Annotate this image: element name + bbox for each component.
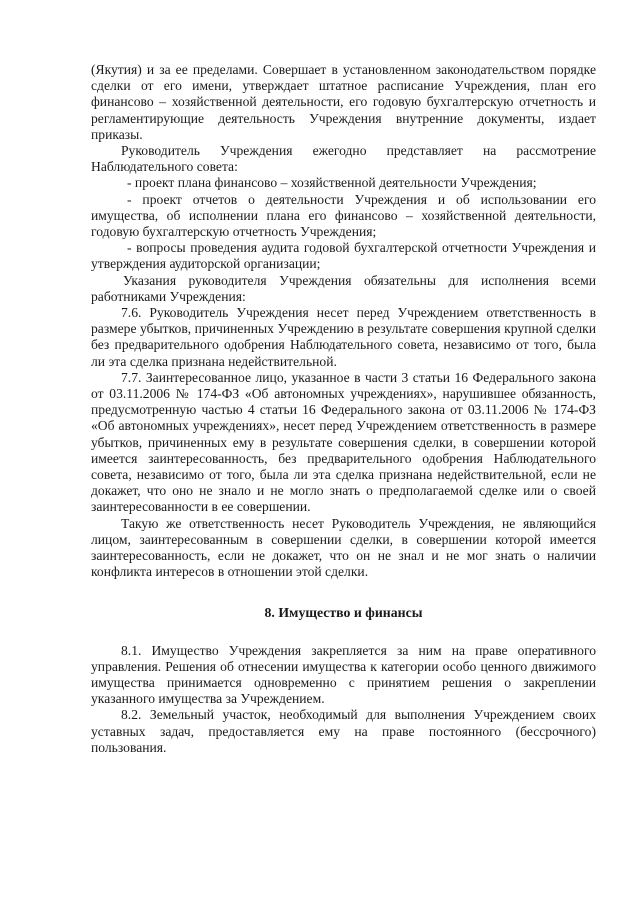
section-heading-property-finance: 8. Имущество и финансы: [264, 604, 423, 620]
paragraph-director-instructions: Указания руководителя Учреждения обязательны для исполнения всеми работниками Учреждения:: [91, 272, 596, 304]
paragraph-8-1: 8.1. Имущество Учреждения закрепляется за ним на праве оперативного управления. Решения об отнесении имущества к категории особо ценного движимого имущества принимается одновременно с принятием решения о закреплении указанного имущества за Учреждением.: [91, 642, 596, 707]
list-item-financial-plan: - проект плана финансово – хозяйственной деятельности Учреждения;: [127, 175, 537, 191]
list-item-audit-questions: - вопросы проведения аудита годовой бухгалтерской отчетности Учреждения и утверждения аудиторской организации;: [91, 240, 596, 272]
paragraph-continuation: (Якутия) и за ее пределами. Совершает в установленном законодательством порядке сделки от его имени, утверждает штатное расписание Учреждения, план его финансово – хозяйственной деятельности, его годовую бухгалтерскую отчетность и регламентирующие деятельность Учреждения внутренние документы, издает приказы.: [91, 62, 596, 142]
paragraph-same-responsibility: Такую же ответственность несет Руководитель Учреждения, не являющийся лицом, заинтересованным в совершении сделки, в совершении которой имеется заинтересованность, если не докажет, что он не знал и не мог знать о наличии конфликта интересов в отношении этой сделки.: [91, 515, 596, 580]
paragraph-director-reports-intro: Руководитель Учреждения ежегодно представляет на рассмотрение Наблюдательного совета:: [91, 143, 596, 175]
paragraph-7-7: 7.7. Заинтересованное лицо, указанное в части 3 статьи 16 Федерального закона от 03.11.2006 № 174-ФЗ «Об автономных учреждениях», нарушившее обязанность, предусмотренную частью 4 статьи 16 Федерального закона от 03.11.2006 № 174-ФЗ «Об автономных учреждениях», несет перед Учреждением ответственность в размере убытков, причиненных ему в результате совершения сделки, в совершении которой имеется заинтересованность, без предварительного одобрения Наблюдательного совета, независимо от того, была ли эта сделка признана недействительной, если не докажет, что оно не знало и не могло знать о предполагаемой сделке или о своей заинтересованности в ее совершении.: [91, 369, 596, 515]
paragraph-8-2: 8.2. Земельный участок, необходимый для выполнения Учреждением своих уставных задач, предоставляется ему на праве постоянного (бессрочного) пользования.: [91, 707, 596, 755]
list-item-activity-reports: - проект отчетов о деятельности Учреждения и об использовании его имущества, об исполнении плана его финансово – хозяйственной деятельности, годовую бухгалтерскую отчетность Учреждения;: [91, 191, 596, 240]
paragraph-7-6: 7.6. Руководитель Учреждения несет перед Учреждением ответственность в размере убытков, причиненных Учреждению в результате совершения крупной сделки без предварительного одобрения Наблюдательного совета, независимо от того, была ли эта сделка признана недействительной.: [91, 305, 596, 369]
